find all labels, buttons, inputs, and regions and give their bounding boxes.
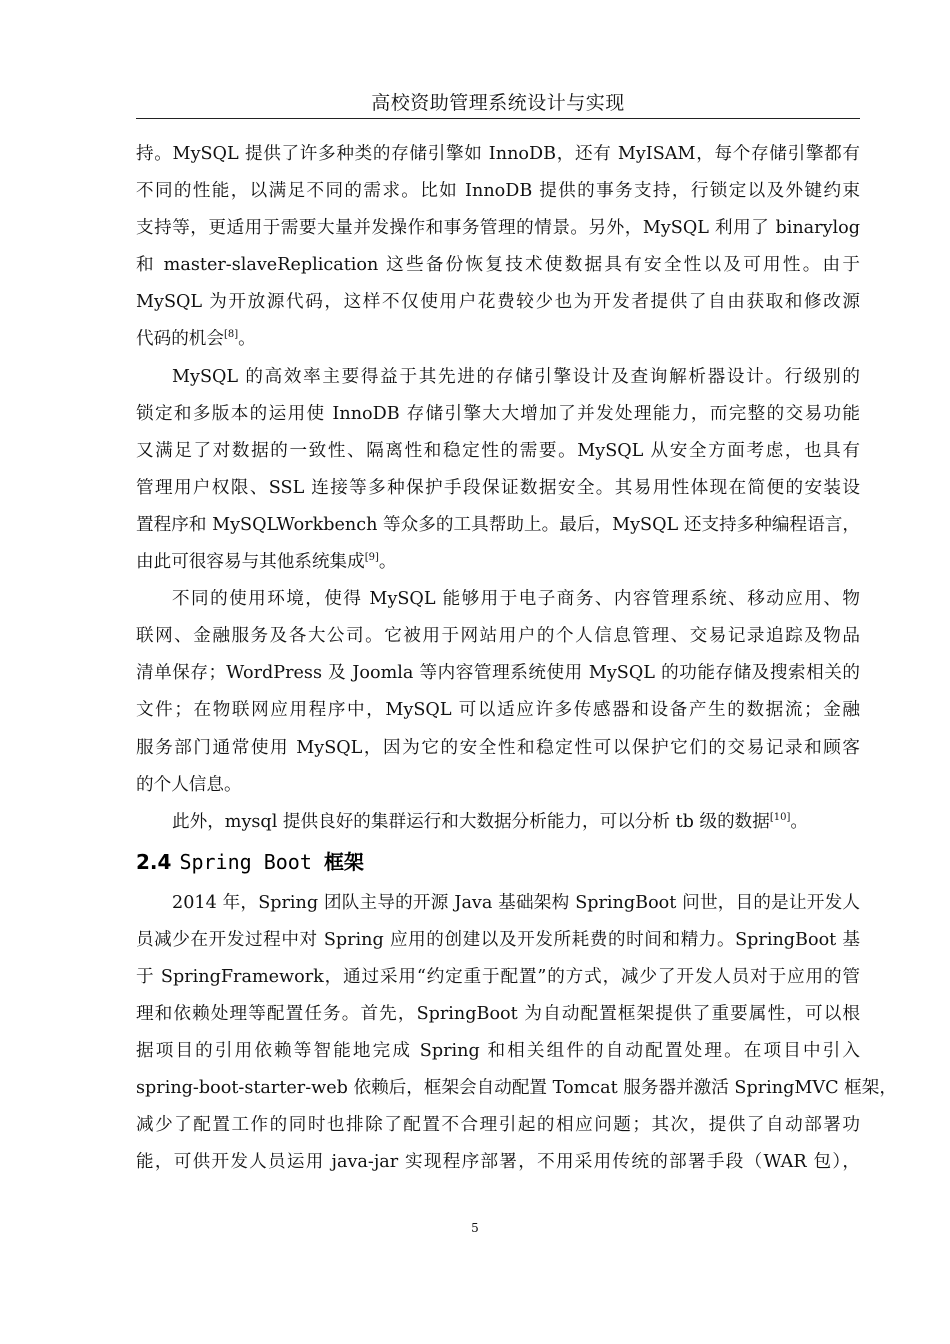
text-line: 管理用户权限、SSL 连接等多种保护手段保证数据安全。其易用性体现在简便的安装设 (136, 477, 860, 498)
running-header-title: 高校资助管理系统设计与实现 (371, 92, 625, 114)
page-body (136, 136, 897, 1182)
text-line: 联网、金融服务及各大公司。它被用于网站用户的个人信息管理、交易记录追踪及物品 (136, 626, 860, 647)
text-fragment: 由此可很容易与其他系统集成 (136, 552, 365, 573)
text-line: 不同的使用环境，使得 MySQL 能够用于电子商务、内容管理系统、移动应用、物 (172, 589, 860, 610)
text-line: 减少了配置工作的同时也排除了配置不合理引起的相应问题；其次，提供了自动部署功 (136, 1115, 860, 1136)
text-line: 理和依赖处理等配置任务。首先，SpringBoot 为自动配置框架提供了重要属性，可以根 (136, 1004, 860, 1025)
text-line: 置程序和 MySQLWorkbench 等众多的工具帮助上。最后，MySQL 还支持多种编程语言， (136, 514, 860, 535)
text-line: 能，可供开发人员运用 java-jar 实现程序部署，不用采用传统的部署手段（WAR 包）， (136, 1152, 860, 1173)
text-line: 又满足了对数据的一致性、隔离性和稳定性的需要。MySQL 从安全方面考虑，也具有 (136, 440, 860, 461)
text-line: MySQL 为开放源代码，这样不仅使用户花费较少也为开发者提供了自由获取和修改源 (136, 292, 860, 313)
paragraph-mysql-efficiency (136, 359, 860, 582)
section-title-latin: Spring Boot (179, 849, 312, 874)
text-line: 于 SpringFramework，通过采用“约定重于配置”的方式，减少了开发人员对于应用的管 (136, 966, 860, 987)
text-line-last (136, 804, 860, 841)
text-line: 持。MySQL 提供了许多种类的存储引擎如 InnoDB，还有 MyISAM，每个存储引擎都有 (136, 144, 860, 164)
paragraph-springboot (136, 885, 897, 1182)
text-line: spring-boot-starter-web 依赖后，框架会自动配置 Tomcat 服务器并激活 SpringMVC 框架， (136, 1078, 897, 1099)
text-fragment: 代码的机会 (136, 329, 224, 350)
sentence-end: 。 (790, 811, 809, 832)
citation-reference: [9] (364, 552, 379, 564)
page-number: 5 (471, 1221, 479, 1235)
section-heading (136, 845, 860, 879)
text-line: 清单保存；WordPress 及 Joomla 等内容管理系统使用 MySQL 的功能存储及搜索相关的 (136, 663, 860, 684)
text-line-last (136, 321, 860, 358)
text-line: 文件；在物联网应用程序中，MySQL 可以适应许多传感器和设备产生的数据流；金融 (136, 700, 860, 721)
section-number: 2.4 (136, 849, 172, 874)
text-line: 员减少在开发过程中对 Spring 应用的创建以及开发所耗费的时间和精力。SpringBoot 基 (136, 929, 860, 950)
citation-reference: [8] (223, 329, 239, 341)
header-divider (136, 118, 860, 119)
text-line-last (136, 544, 860, 581)
text-fragment: 此外，mysql 提供良好的集群运行和大数据分析能力，可以分析 tb 级的数据 (172, 811, 770, 832)
text-line: 和 master-slaveReplication 这些备份恢复技术使数据具有安全性以及可用性。由于 (136, 255, 860, 276)
citation-reference: [10] (769, 811, 791, 823)
text-line: 支持等，更适用于需要大量并发操作和事务管理的情景。另外，MySQL 利用了 binarylog (136, 218, 860, 239)
text-line: 2014 年，Spring 团队主导的开源 Java 基础架构 SpringBoot 问世，目的是让开发人 (172, 892, 860, 913)
paragraph-mysql-engines (136, 136, 860, 359)
text-line: 服务部门通常使用 MySQL，因为它的安全性和稳定性可以保护它们的交易记录和顾客 (136, 737, 860, 758)
text-line: MySQL 的高效率主要得益于其先进的存储引擎设计及查询解析器设计。行级别的 (172, 366, 860, 387)
text-line: 锁定和多版本的运用使 InnoDB 存储引擎大大增加了并发处理能力，而完整的交易功能 (136, 403, 860, 424)
sentence-end: 。 (238, 329, 256, 350)
paragraph-mysql-cluster (136, 804, 860, 841)
text-line-last: 的个人信息。 (136, 774, 242, 795)
paragraph-mysql-usage (136, 581, 860, 804)
text-line: 据项目的引用依赖等智能地完成 Spring 和相关组件的自动配置处理。在项目中引入 (136, 1041, 860, 1062)
text-line: 不同的性能，以满足不同的需求。比如 InnoDB 提供的事务支持，行锁定以及外键约束 (136, 181, 860, 202)
sentence-end: 。 (378, 552, 397, 573)
section-title-cn: 框架 (323, 849, 364, 874)
